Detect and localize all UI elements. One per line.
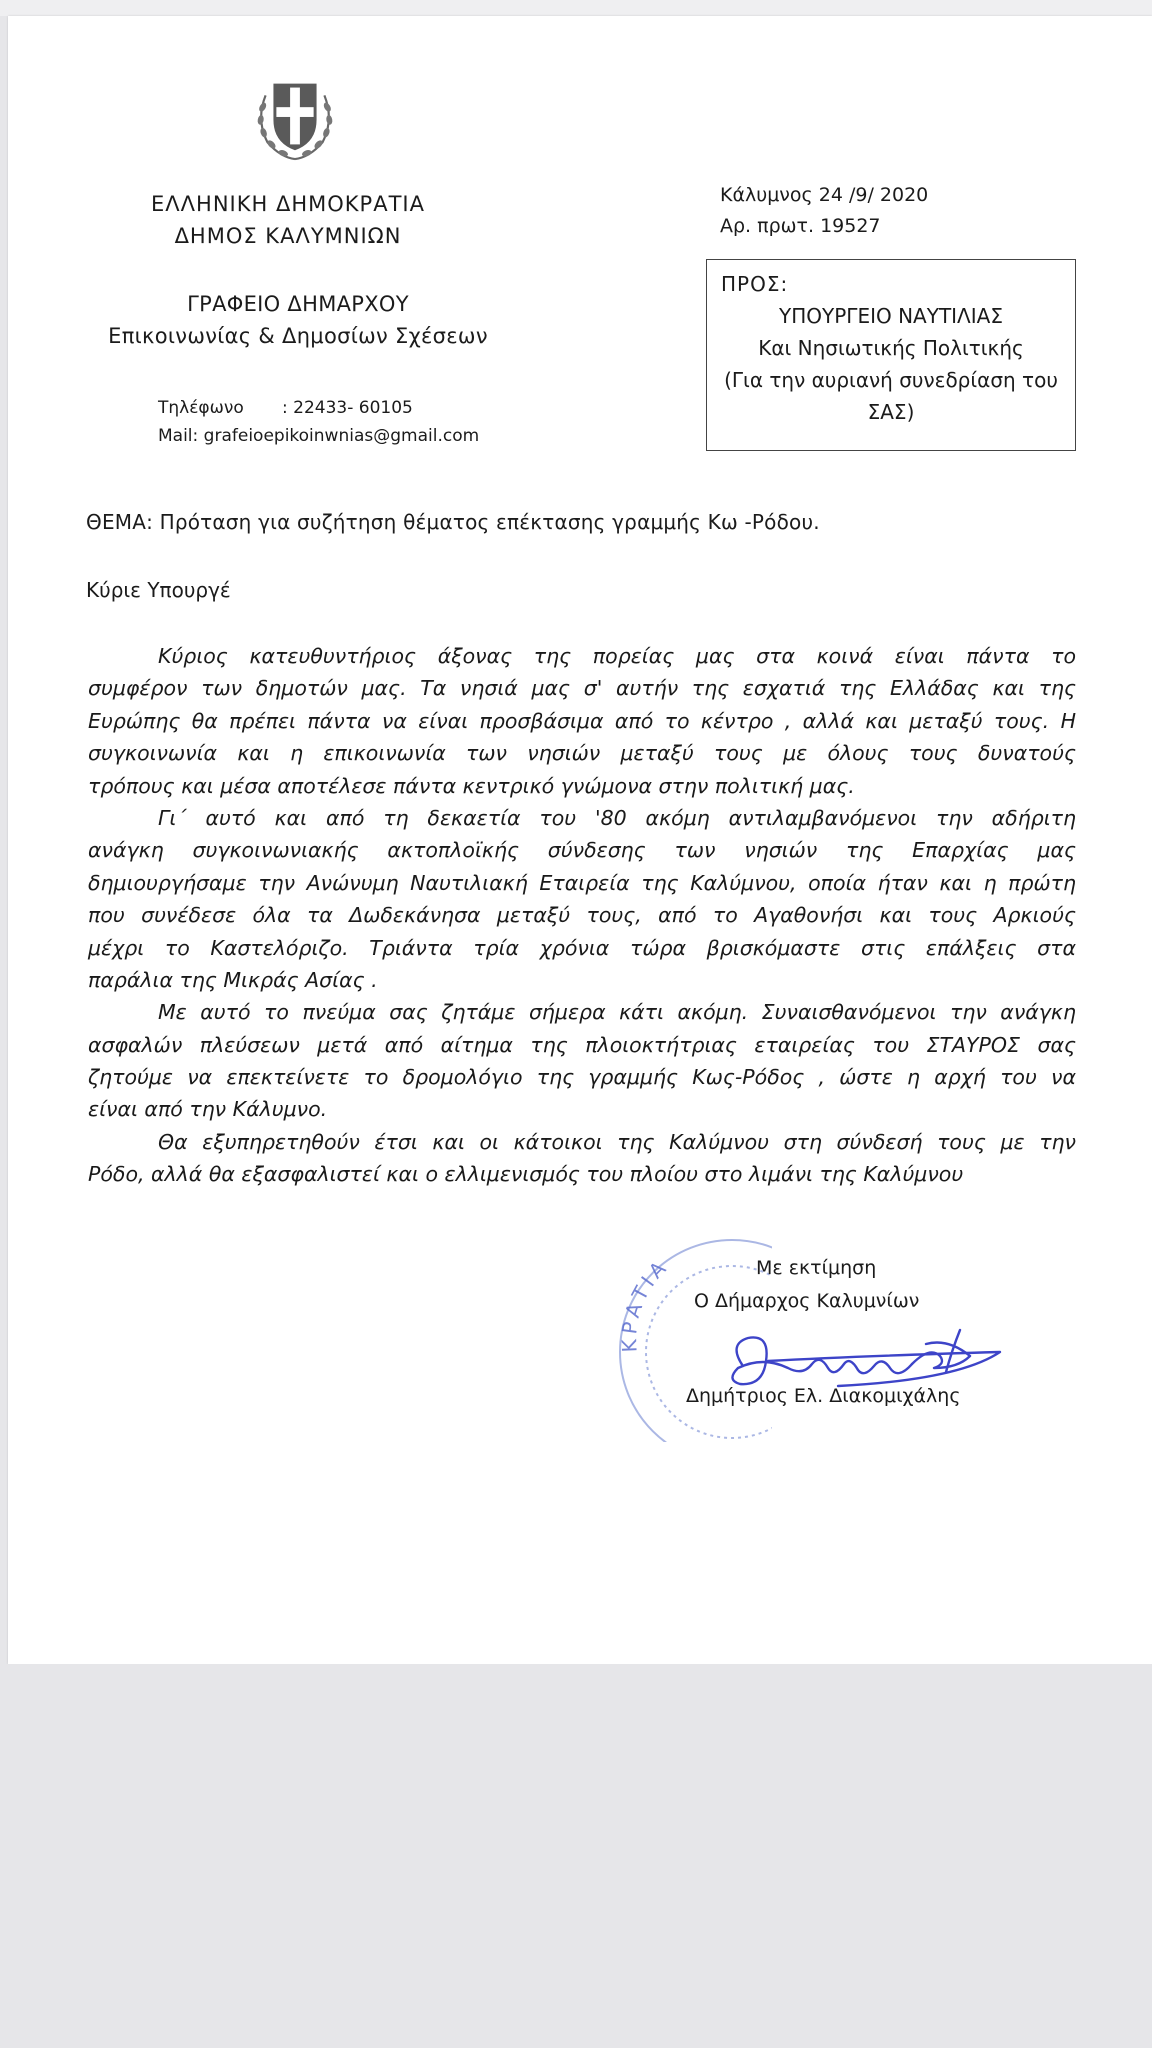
contact-block [158, 394, 479, 450]
phone-label: Τηλέφωνο [158, 398, 244, 418]
coat-of-arms-icon [246, 66, 344, 164]
recipient-line: (Για την αυριανή συνεδρίαση του [724, 368, 1058, 392]
mail-row [158, 422, 479, 450]
municipality-title: ΔΗΜΟΣ ΚΑΛΥΜΝΙΩΝ [174, 224, 402, 248]
body-line: Γι΄ αυτό και από τη δεκαετία του '80 ακόμη αντιλαμβανόμενοι την αδήριτη [158, 805, 1076, 830]
recipient-line: Και Νησιωτικής Πολιτικής [758, 336, 1024, 360]
recipient-box [706, 259, 1076, 451]
stamp-text: ΚΡΑΤΙΑ [616, 1253, 674, 1353]
body-line: συμφέρον των δημοτών μας. Τα νησιά μας σ' αυτήν της εσχατιά της Ελλάδας και της [88, 676, 1076, 701]
body-line: είναι από την Κάλυμνο. [88, 1097, 328, 1122]
salutation: Κύριε Υπουργέ [86, 578, 231, 602]
phone-value: : 22433- 60105 [282, 398, 413, 418]
office-title: ΓΡΑΦΕΙΟ ΔΗΜΑΡΧΟΥ [187, 292, 409, 316]
empty-background [0, 1664, 1152, 2048]
recipient-line: ΥΠΟΥΡΓΕΙΟ ΝΑΥΤΙΛΙΑΣ [779, 304, 1003, 328]
signer-name: Δημήτριος Ελ. Διακομιχάλης [686, 1385, 961, 1407]
header-authority [98, 188, 478, 252]
closing-regards: Με εκτίμηση [756, 1257, 877, 1279]
protocol-number: Αρ. πρωτ. 19527 [720, 215, 881, 237]
mail-value: grafeioepikoinwnias@gmail.com [203, 426, 480, 446]
body-line: παράλια της Μικράς Ασίας . [88, 967, 378, 992]
body-line: Ρόδο, αλλά θα εξασφαλιστεί και ο ελλιμενισμός του πλοίου στο λιμάνι της Καλύμνου [88, 1162, 964, 1187]
signer-title: Ο Δήμαρχος Καλυμνίων [694, 1290, 920, 1312]
letter-meta [720, 180, 928, 242]
body-line: μέχρι το Καστελόριζο. Τριάντα τρία χρόνια τώρα βρισκόμαστε στις επάλξεις στα [88, 935, 1076, 960]
phone-row [158, 394, 479, 422]
letter-page [8, 16, 1152, 1664]
body-line: που συνέδεσε όλα τα Δωδεκάνησα μεταξύ τους, από το Αγαθονήσι και τους Αρκιούς [88, 903, 1076, 928]
republic-title: ΕΛΛΗΝΙΚΗ ΔΗΜΟΚΡΑΤΙΑ [151, 192, 425, 216]
header-office [98, 288, 498, 352]
svg-text:ΚΡΑΤΙΑ [617, 1254, 673, 1353]
recipient-label: ΠΡΟΣ: [721, 272, 789, 296]
body-line: συγκοινωνία και η επικοινωνία των νησιών μεταξύ τους με όλους τους δυνατούς [88, 741, 1076, 766]
top-strip [0, 0, 1152, 16]
body-line: Με αυτό το πνεύμα σας ζητάμε σήμερα κάτι ακόμη. Συναισθανόμενοι την ανάγκη [158, 1000, 1076, 1025]
body-line: ασφαλών πλεύσεων μετά από αίτημα της πλοιοκτήτριας εταιρείας του ΣΤΑΥΡΟΣ σας [88, 1032, 1076, 1057]
recipient-line: ΣΑΣ) [867, 400, 915, 424]
body-line: Κύριος κατευθυντήριος άξονας της πορείας μας στα κοινά είναι πάντα το [158, 644, 1076, 668]
handwritten-signature [708, 1316, 1008, 1416]
body-line: τρόπους και μέσα αποτέλεσε πάντα κεντρικό γνώμονα στην πολιτική μας. [88, 773, 855, 798]
body-line: ανάγκη συγκοινωνιακής ακτοπλοϊκής σύνδεσης των νησιών της Επαρχίας μας [88, 838, 1076, 863]
office-subtitle: Επικοινωνίας & Δημοσίων Σχέσεων [108, 324, 488, 348]
body-line: δημιουργήσαμε την Ανώνυμη Ναυτιλιακή Εταιρεία της Καλύμνου, οποία ήταν και η πρώτη [88, 870, 1076, 895]
place-date: Κάλυμνος 24 /9/ 2020 [720, 184, 929, 206]
body-line: Ευρώπης θα πρέπει πάντα να είναι προσβάσιμα από το κέντρο , αλλά και μεταξύ τους. Η [88, 708, 1076, 733]
body-line: ζητούμε να επεκτείνετε το δρομολόγιο της γραμμής Κως-Ρόδος , ώστε η αρχή του να [88, 1065, 1076, 1090]
letter-body [88, 640, 1076, 1191]
mail-label: Mail: [158, 426, 199, 446]
body-line: Θα εξυπηρετηθούν έτσι και οι κάτοικοι της Καλύμνου στη σύνδεσή τους με την [158, 1129, 1076, 1154]
subject-line: ΘΕΜΑ: Πρόταση για συζήτηση θέματος επέκτασης γραμμής Κω -Ρόδου. [86, 510, 820, 534]
